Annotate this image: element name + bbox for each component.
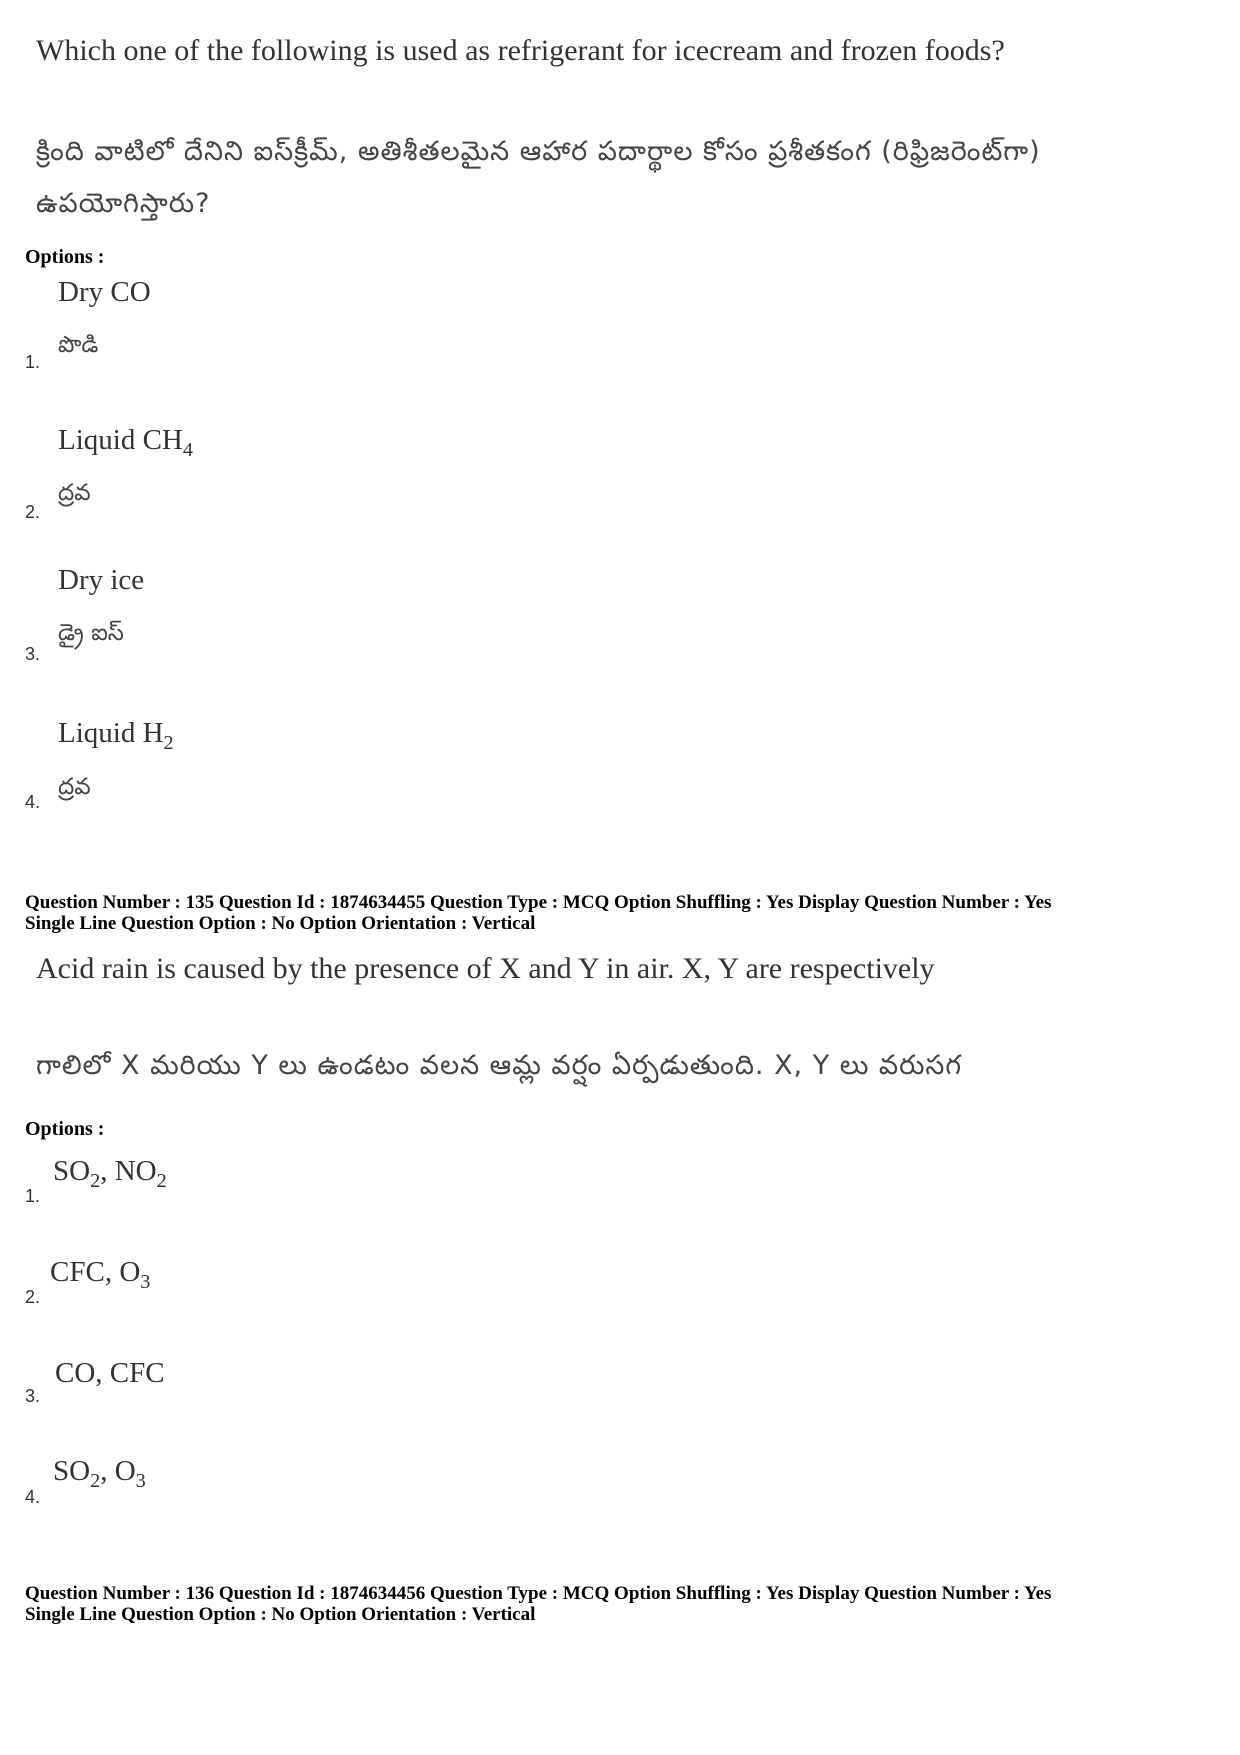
option-4-text-te: ద్రవ — [58, 774, 91, 800]
question-text-te: క్రింది వాటిలో దేనిని ఐస్‌క్రీమ్, అతిశీతలమైన ఆహార పదార్థాల కోసం ప్రశీతకంగ (రిఫ్రిజరెంట్‌గా) — [36, 136, 1041, 167]
options-header: Options : — [25, 246, 105, 268]
option-4-number: 4. — [25, 792, 41, 812]
option-2-number: 2. — [25, 502, 41, 522]
question-text-te-continued: ఉపయోగిస్తారు? — [36, 188, 211, 219]
option-1-number: 1. — [25, 352, 41, 372]
question-meta-line-1: Question Number : 136 Question Id : 1874634456 Question Type : MCQ Option Shuffling : Yes Display Question Number : Yes — [25, 1583, 1052, 1604]
question-text-te: గాలిలో X మరియు Y లు ఉండటం వలన ఆమ్ల వర్షం ఏర్పడుతుంది. X, Y లు వరుసగ — [36, 1050, 963, 1081]
option-1-text-en: Dry CO — [58, 276, 151, 308]
option-1-text: $SO_2$, $NO_2$ — [53, 1155, 167, 1193]
option-4-text: $SO_2$, $O_3$ — [53, 1455, 146, 1493]
question-meta-line-2: Single Line Question Option : No Option Orientation : Vertical — [25, 913, 536, 934]
option-3-text-en: Dry ice — [58, 564, 145, 596]
option-3-text-te: డ్రై ఐస్ — [58, 620, 124, 646]
option-2-number: 2. — [25, 1287, 41, 1307]
option-2-text: CFC, $O_3$ — [50, 1256, 151, 1294]
option-1-number: 1. — [25, 1186, 41, 1206]
option-3-number: 3. — [25, 1386, 41, 1406]
option-2-text-te: ద్రవ — [58, 480, 91, 506]
option-1-text-te: పొడి — [58, 332, 99, 358]
option-4-text-en: Liquid $H_2$ — [58, 717, 174, 755]
option-3-number: 3. — [25, 644, 41, 664]
question-text-en: Acid rain is caused by the presence of X and Y in air. X, Y are respectively — [36, 952, 935, 985]
options-header: Options : — [25, 1118, 105, 1140]
question-meta-line-2: Single Line Question Option : No Option Orientation : Vertical — [25, 1604, 536, 1625]
question-text-en: Which one of the following is used as refrigerant for icecream and frozen foods? — [36, 34, 1005, 67]
question-meta-line-1: Question Number : 135 Question Id : 1874634455 Question Type : MCQ Option Shuffling : Yes Display Question Number : Yes — [25, 892, 1052, 913]
option-2-text-en: Liquid $CH_4$ — [58, 424, 194, 462]
option-4-number: 4. — [25, 1487, 41, 1507]
option-3-text: CO, CFC — [55, 1357, 165, 1389]
